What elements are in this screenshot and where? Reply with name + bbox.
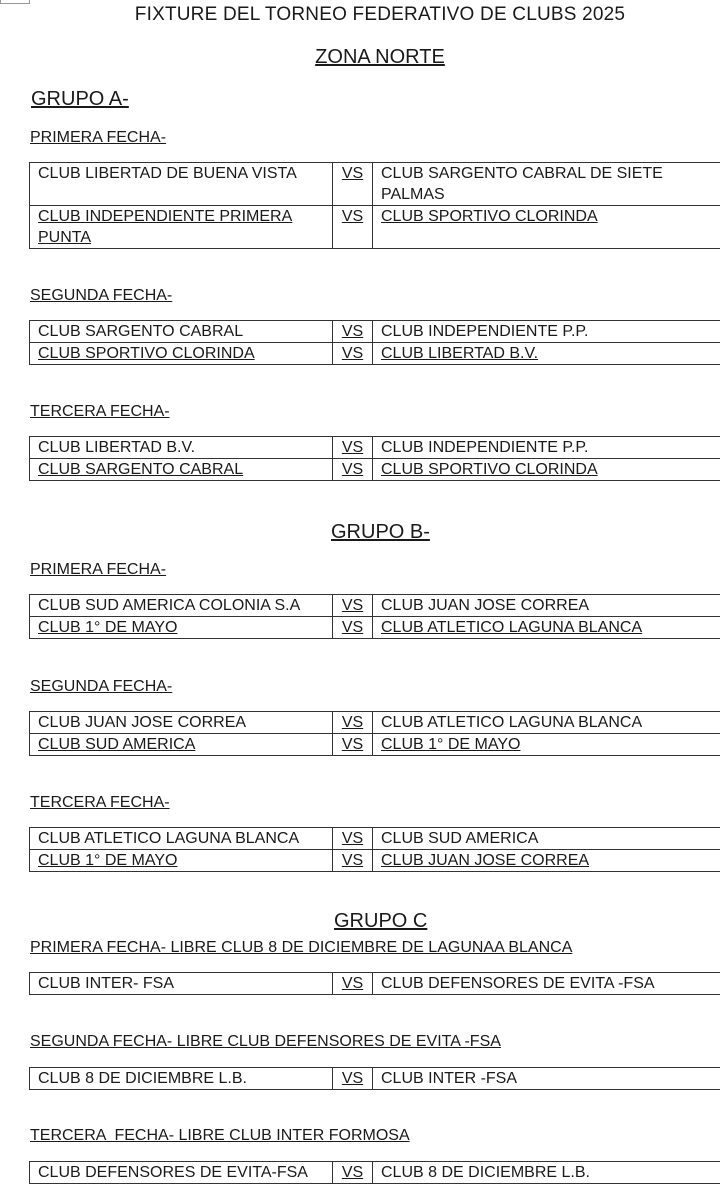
home-team: CLUB LIBERTAD DE BUENA VISTA bbox=[30, 163, 333, 206]
vs-label: VS bbox=[333, 321, 373, 343]
group-b-fecha-3-label: TERCERA FECHA- bbox=[30, 794, 170, 811]
vs-label: VS bbox=[333, 595, 373, 617]
group-a-fecha-1-table bbox=[29, 162, 720, 249]
table-row bbox=[30, 163, 720, 206]
group-a-heading: GRUPO A- bbox=[31, 88, 129, 110]
away-team: CLUB SPORTIVO CLORINDA bbox=[373, 459, 720, 481]
group-c-fecha-1-table bbox=[29, 972, 720, 995]
group-c-fecha-2-table bbox=[29, 1067, 720, 1090]
away-team: CLUB SARGENTO CABRAL DE SIETE PALMAS bbox=[373, 163, 720, 206]
table-row bbox=[30, 206, 720, 249]
vs-label: VS bbox=[333, 1068, 373, 1090]
zona-heading: ZONA NORTE bbox=[315, 46, 445, 68]
table-row bbox=[30, 343, 720, 365]
away-team: CLUB 8 DE DICIEMBRE L.B. bbox=[373, 1162, 720, 1184]
home-team: CLUB DEFENSORES DE EVITA-FSA bbox=[30, 1162, 333, 1184]
away-team: CLUB ATLETICO LAGUNA BLANCA bbox=[373, 712, 720, 734]
vs-label: VS bbox=[333, 617, 373, 639]
group-c-fecha-3-table bbox=[29, 1161, 720, 1184]
away-team: CLUB DEFENSORES DE EVITA -FSA bbox=[373, 973, 720, 995]
group-b-fecha-1-label: PRIMERA FECHA- bbox=[30, 561, 167, 578]
table-row bbox=[30, 828, 720, 850]
group-b-fecha-2-label: SEGUNDA FECHA- bbox=[30, 678, 173, 695]
group-c-fecha-1-label: PRIMERA FECHA- LIBRE CLUB 8 DE DICIEMBRE DE LAGUNAA BLANCA bbox=[30, 939, 573, 956]
page-title: FIXTURE DEL TORNEO FEDERATIVO DE CLUBS 2025 bbox=[134, 4, 626, 25]
vs-label: VS bbox=[333, 459, 373, 481]
vs-label: VS bbox=[333, 712, 373, 734]
away-team: CLUB INDEPENDIENTE P.P. bbox=[373, 321, 720, 343]
vs-label: VS bbox=[333, 1162, 373, 1184]
group-b-fecha-1-table bbox=[29, 594, 720, 639]
away-team: CLUB INDEPENDIENTE P.P. bbox=[373, 437, 720, 459]
table-row bbox=[30, 437, 720, 459]
away-team: CLUB LIBERTAD B.V. bbox=[373, 343, 720, 365]
table-row bbox=[30, 595, 720, 617]
away-team: CLUB JUAN JOSE CORREA bbox=[373, 850, 720, 872]
table-row bbox=[30, 712, 720, 734]
home-team: CLUB 1° DE MAYO bbox=[30, 617, 333, 639]
away-team: CLUB SPORTIVO CLORINDA bbox=[373, 206, 720, 249]
home-team: CLUB SUD AMERICA bbox=[30, 734, 333, 756]
group-a-fecha-3-label: TERCERA FECHA- bbox=[30, 403, 170, 420]
home-team: CLUB JUAN JOSE CORREA bbox=[30, 712, 333, 734]
vs-label: VS bbox=[333, 850, 373, 872]
home-team: CLUB 1° DE MAYO bbox=[30, 850, 333, 872]
table-row bbox=[30, 973, 720, 995]
away-team: CLUB SUD AMERICA bbox=[373, 828, 720, 850]
table-row bbox=[30, 734, 720, 756]
away-team: CLUB INTER -FSA bbox=[373, 1068, 720, 1090]
group-a-fecha-1-label: PRIMERA FECHA- bbox=[30, 129, 167, 146]
away-team: CLUB ATLETICO LAGUNA BLANCA bbox=[373, 617, 720, 639]
group-b-fecha-2-table bbox=[29, 711, 720, 756]
group-c-heading: GRUPO C bbox=[334, 910, 428, 932]
group-b-heading: GRUPO B- bbox=[331, 521, 430, 543]
table-row bbox=[30, 850, 720, 872]
group-a-fecha-2-label: SEGUNDA FECHA- bbox=[30, 287, 173, 304]
vs-label: VS bbox=[333, 163, 373, 206]
vs-label: VS bbox=[333, 973, 373, 995]
home-team: CLUB 8 DE DICIEMBRE L.B. bbox=[30, 1068, 333, 1090]
table-row bbox=[30, 617, 720, 639]
vs-label: VS bbox=[333, 343, 373, 365]
home-team: CLUB SARGENTO CABRAL bbox=[30, 459, 333, 481]
group-a-fecha-2-table bbox=[29, 320, 720, 365]
home-team: CLUB INTER- FSA bbox=[30, 973, 333, 995]
group-a-fecha-3-table bbox=[29, 436, 720, 481]
table-row bbox=[30, 321, 720, 343]
home-team: CLUB LIBERTAD B.V. bbox=[30, 437, 333, 459]
group-b-fecha-3-table bbox=[29, 827, 720, 872]
home-team: CLUB INDEPENDIENTE PRIMERA PUNTA bbox=[30, 206, 333, 249]
home-team: CLUB SARGENTO CABRAL bbox=[30, 321, 333, 343]
group-c-fecha-2-label: SEGUNDA FECHA- LIBRE CLUB DEFENSORES DE EVITA -FSA bbox=[30, 1033, 501, 1050]
table-row bbox=[30, 1068, 720, 1090]
away-team: CLUB JUAN JOSE CORREA bbox=[373, 595, 720, 617]
table-row bbox=[30, 1162, 720, 1184]
vs-label: VS bbox=[333, 437, 373, 459]
home-team: CLUB ATLETICO LAGUNA BLANCA bbox=[30, 828, 333, 850]
vs-label: VS bbox=[333, 206, 373, 249]
home-team: CLUB SUD AMERICA COLONIA S.A bbox=[30, 595, 333, 617]
vs-label: VS bbox=[333, 828, 373, 850]
group-c-fecha-3-label: TERCERA FECHA- LIBRE CLUB INTER FORMOSA bbox=[30, 1127, 410, 1144]
away-team: CLUB 1° DE MAYO bbox=[373, 734, 720, 756]
home-team: CLUB SPORTIVO CLORINDA bbox=[30, 343, 333, 365]
vs-label: VS bbox=[333, 734, 373, 756]
table-row bbox=[30, 459, 720, 481]
